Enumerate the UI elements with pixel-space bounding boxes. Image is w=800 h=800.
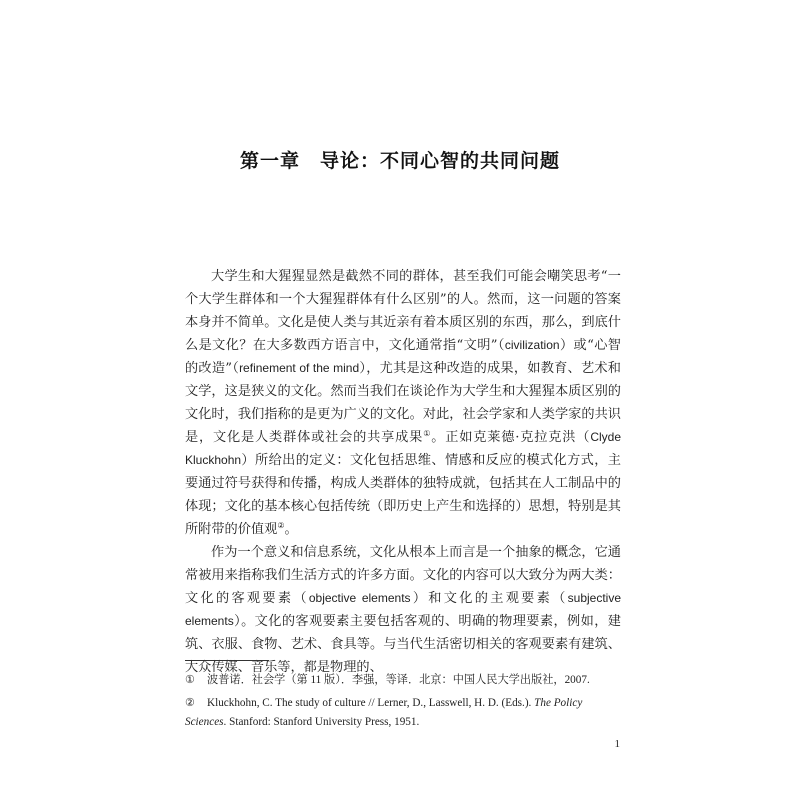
text-run: ）所给出的定义：文化包括思维、情感和反应的模式化方式，主要通过符号获得和传播，构成人类群体的独特成就，包括其在人工制品中的体现；文化的基本核心包括传统（即历史上产生和选择的）思想，特别是其所附带的价值观 <box>185 453 621 537</box>
text-run: 大学生和大猩猩显然是截然不同的群体，甚至我们可能会嘲笑思考“一个大学生群体和一个大猩猩群体有什么区别”的人。然而，这一问题的答案本身并不简单。文化是使人类与其近亲有着本质区别的东西，那么，到底什么是文化？在大多数西方语言中，文化通常指“文明”（ <box>185 269 621 353</box>
body-text <box>185 265 621 679</box>
text-run: ）。文化的客观要素主要包括客观的、明确的物理要素，例如，建筑、衣服、食物、艺术、食具等。与当代生活密切相关的客观要素有建筑、大众传媒、音乐等，都是物理的、 <box>185 614 621 675</box>
text-run: 波普诺．社会学（第 11 版）．李强，等译．北京：中国人民大学出版社，2007. <box>207 674 590 686</box>
text-run: 。 <box>284 522 298 537</box>
paragraph <box>185 541 621 679</box>
latin-term: Clyde Kluckhohn <box>185 430 622 467</box>
footnote-text <box>185 697 582 728</box>
text-run: ），尤其是这种改造的成果，如教育、艺术和文学，这是狭义的文化。然而当我们在谈论作为大学生和大猩猩本质区别的文化时，我们指称的是更为广义的文化。对此，社会学家和人类学家的共识是，文化是人类群体或社会的共享成果 <box>185 361 621 445</box>
text-run: ）或“心智的改造”（ <box>185 338 621 376</box>
footnote-text <box>207 674 590 686</box>
footnote-reference: ② <box>277 521 285 530</box>
footnote-divider <box>185 660 269 661</box>
chapter-title: 第一章 导论：不同心智的共同问题 <box>239 150 560 172</box>
italic-title: The Policy Sciences <box>185 697 583 728</box>
text-run: ）和文化的主观要素（ <box>410 591 568 606</box>
latin-term: objective elements <box>308 591 411 605</box>
text-run: 作为一个意义和信息系统，文化从根本上而言是一个抽象的概念，它通常被用来指称我们生活方式的许多方面。文化的内容可以大致分为两大类：文化的客观要素（ <box>185 545 621 606</box>
text-run: . Stanford: Stanford University Press, 1951. <box>223 716 420 728</box>
text-run: 。正如克莱德·克拉克洪（ <box>431 430 591 445</box>
footnote-marker: ② <box>185 697 196 709</box>
latin-term: civilization <box>504 338 560 352</box>
footnote-marker: ① <box>185 674 196 686</box>
footnote-reference: ① <box>423 429 432 438</box>
latin-term: refinement of the mind <box>239 361 360 375</box>
text-run: Kluckhohn, C. The study of culture // Lerner, D., Lasswell, H. D. (Eds.). <box>207 697 535 709</box>
footnote <box>185 671 621 690</box>
footnotes <box>185 671 621 736</box>
paragraph <box>185 265 621 541</box>
page-number: 1 <box>614 738 620 750</box>
footnote <box>185 694 621 732</box>
latin-term: subjective elements <box>185 591 622 628</box>
